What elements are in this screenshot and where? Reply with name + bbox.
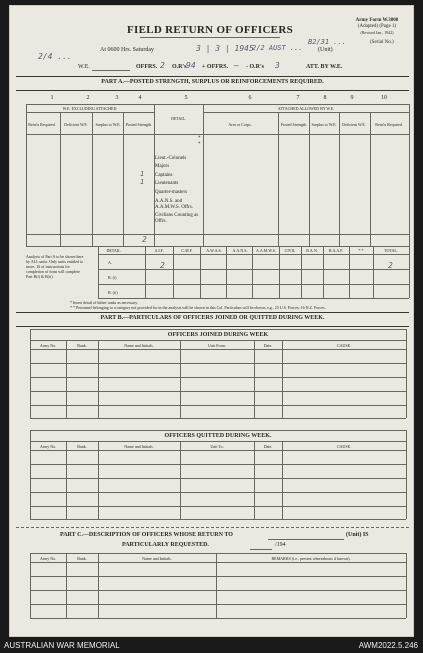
part-c-unit: (Unit) IS [346, 532, 369, 538]
minus-ors-label: - O.R's [246, 64, 264, 70]
analysis-row-bii: B. (ii) [108, 290, 118, 295]
part-b-title: PART B.—PARTICULARS OF OFFICERS JOINED OR QUITTED DURING WEEK. [100, 315, 325, 321]
footer-accession-id: AWM2022.5.246 [358, 641, 418, 650]
quitted-col-army-no: Army No. [39, 444, 57, 449]
col-num-1: 1 [50, 95, 54, 101]
handwritten-lieutenants: 1 [140, 178, 145, 186]
rank-quarter-masters: Quarter-masters [155, 190, 188, 195]
rank-majors: Majors [155, 164, 170, 169]
quitted-col-unit-to: Unit To. [210, 444, 224, 449]
handwritten-total2: 2 [388, 261, 393, 270]
attached-allowed-header: ATTACHED ALLOWED BY W.E. [277, 106, 335, 111]
partc-col-remarks: REMARKS (i.e., present whereabouts if known). [271, 556, 351, 561]
analysis-col-raaf: R.A.A.F. [328, 248, 344, 253]
form-ref-line2: (Adapted) (Page 1) [357, 24, 397, 29]
quitted-col-rank: Rank. [77, 444, 87, 449]
analysis-col-total: TOTAL. [384, 248, 398, 253]
handwritten-we: 2/4 ... [38, 52, 72, 61]
handwritten-unit: 2/2 AUST ... [252, 44, 303, 52]
analysis-col-other: * * [358, 248, 364, 253]
analysis-col-aans: A.A.N.S. [232, 248, 248, 253]
analysis-col-aamws: A.A.M.W.S. [256, 248, 276, 253]
partc-col-army-no: Army No. [39, 556, 57, 561]
form-ref-line1: Army Form W.3008 [355, 18, 399, 23]
col-deficient-1: Deficient W.E. [64, 122, 88, 127]
unit-suffix: (Unit) [318, 47, 333, 53]
rank-lieutenants: Lieutenants [155, 181, 179, 186]
col-surplus-1: Surplus to W.E. [95, 122, 121, 127]
joined-col-cause: CAUSE. [336, 343, 352, 348]
analysis-col-aif: A.I.F. [154, 248, 164, 253]
partc-col-rank: Rank. [77, 556, 87, 561]
part-c-year: /194 [275, 542, 286, 548]
col-surplus-2: Surplus to W.E. [311, 122, 337, 127]
handwritten-plus-offrs: — [234, 61, 239, 70]
partc-col-name: Name and Initials. [142, 556, 172, 561]
we-excluding-header: W.E. EXCLUDING ATTACHED. [62, 106, 118, 111]
col-num-7: 7 [296, 95, 300, 101]
analysis-col-civil: CIVIL [284, 248, 296, 253]
col-arm-corps: Arm or Corps. [228, 122, 252, 127]
joined-col-name: Name and Initials. [124, 343, 154, 348]
footnote-1: * Insert detail of hither ranks as necessary. [70, 300, 138, 305]
part-c-line2: PARTICULARLY REQUESTED. [122, 542, 209, 548]
form-title: FIELD RETURN OF OFFICERS [126, 24, 293, 36]
plus-offrs-label: + OFFRS. [202, 64, 229, 70]
analysis-row-a: A. [108, 260, 112, 265]
col-num-10: 10 [381, 95, 387, 101]
handwritten-serial: B2/31 ... [308, 38, 346, 46]
col-posted-1: Posted Strength. [125, 122, 153, 127]
col-num-8: 8 [323, 95, 327, 101]
serial-label: (Serial No.) [370, 40, 394, 45]
rank-lt-colonels: Lieut.-Colonels [155, 156, 187, 161]
quitted-col-name: Name and Initials. [124, 444, 154, 449]
ors-label: O.R's [172, 64, 187, 70]
att-by-label: ATT. BY W.E. [306, 64, 343, 70]
handwritten-ors: 94 [186, 61, 196, 70]
col-posted-2: Posted Strength. [280, 122, 308, 127]
handwritten-total: 2 [142, 235, 147, 244]
col-rein-req-1: Rein'ts Required. [28, 122, 56, 127]
part-a-title: PART A.—POSTED STRENGTH, SURPLUS OR REINFORCEMENTS REQUIRED. [101, 79, 324, 85]
col-num-6: 6 [248, 95, 252, 101]
at-label: At 0600 Hrs. Saturday [100, 47, 154, 53]
col-num-9: 9 [350, 95, 354, 101]
rank-civilians: Civilians Counting as Offrs. [155, 213, 199, 224]
analysis-row-bi: B. (i) [108, 275, 117, 280]
handwritten-aif: 2 [160, 261, 165, 270]
handwritten-date: 3 | 3 | 1945 [196, 44, 254, 53]
joined-col-date: Date. [263, 343, 273, 348]
detail-header: DETAIL. [170, 116, 187, 121]
col-num-2: 2 [86, 95, 90, 101]
handwritten-offrs: 2 [160, 61, 165, 70]
col-num-4: 4 [138, 95, 142, 101]
quitted-col-date: Date. [263, 444, 273, 449]
col-rein-req-2: Rein'ts Required. [375, 122, 403, 127]
rank-aans: A.A.N.S. and A.A.M.W.S. Offrs. [155, 199, 193, 210]
quitted-title: OFFICERS QUITTED DURING WEEK. [164, 433, 272, 439]
joined-col-unit-from: Unit From. [208, 343, 226, 348]
handwritten-captains: 1 [140, 170, 145, 178]
footnote-2: * * Personnel belonging to a category not provided for in the analysis will be shown in this Col. Particulars will be shown, e.g., 25 U.S. Forces; 16 N.Z. Forces. [70, 305, 326, 310]
joined-col-army-no: Army No. [39, 343, 57, 348]
col-num-3: 3 [115, 95, 119, 101]
rank-captains: Captains [155, 173, 173, 178]
analysis-col-awas: A.W.A.S. [206, 248, 222, 253]
col-num-5: 5 [184, 95, 188, 101]
quitted-col-cause: CAUSE. [336, 444, 352, 449]
analysis-col-cmf: C.M.F. [181, 248, 193, 253]
analysis-detail-header: DETAIL. [106, 248, 122, 253]
footer-institution: AUSTRALIAN WAR MEMORIAL [4, 641, 120, 650]
joined-col-rank: Rank. [77, 343, 87, 348]
analysis-note: Analysis of Part A to be shown here by ALL units. Only units entitled to more, 16 of instructions for completion of form will complete Part B(i) & B(ii). [26, 254, 84, 279]
joined-title: OFFICERS JOINED DURING WEEK [167, 332, 269, 338]
handwritten-minus-ors: 3 [275, 61, 280, 70]
col-deficient-2: Deficient W.E. [342, 122, 366, 127]
we-label: W.E. [78, 64, 90, 70]
form-page: Army Form W.3008 (Adapted) (Page 1) (Revised Jan., 1942) B2/31 ... (Serial No.) FIELD RETURN OF OFFICERS At 0600 Hrs. Saturday 3 | 3 | 1945 2/2 AUST ... (Unit) 2/4 ... W.E. OFFRS. 2 O.R's 94 + OFFRS. — - O.R's 3 ATT. BY W.E. PART A.—POSTED STRENGTH, SURPLUS OR REINFORCEMENTS REQUIRED. 1 2 3 4 5 6 7 8 9 10 W.E. EXCLUDING ATTACHED. ATTACHED ALLOWED BY W.E. DETAIL. Rein'ts Required. Deficient W.E. Surplus to W.E. Posted Strength. Arm or Corps. Posted Strength. Surplus to W.E. Deficient W.E. Rein'ts Required. * * Lieut.-Colonels Majors Captains 1 Lieutenants 1 Quarter-masters A.A.N.S. and A.A.M.W.S. Offrs. Civilians Counting as Offrs. 2 Analysis of Part A to be shown here by ALL units. Only units entitled to more, 16 of instructions for completion of form will complete Part B(i) & B(ii). DETAIL. A.I.F. C.M.F. A.W.A.S. A.A.N.S. A.A.M.W.S. CIVIL R.A.N. R.A.A.F. * * TOTAL. A. 2 2 B. (i) B. (ii) * Insert detail of hither ranks as necessary. * * Personnel belonging to a category not provided for in the analysis will be shown in this Col. Particulars will be shown, e.g., 25 U.S. Forces; 16 N.Z. Forces. PART B.—PARTICULARS OF OFFICERS JOINED OR QUITTED DURING WEEK. OFFICERS JOINED DURING WEEK Army No. Rank. Name and Initials. Unit From. Date. CAUSE. OFFICERS QUITTED DURING WEEK. Army No. Rank. Name and Initials. Unit To. Date. CAUSE. PART C.—DESCRIPTION OF OFFICERS WHOSE RETURN TO (Unit) IS PARTICULARLY REQUESTED. /194 Army No. Rank. Name and Initials. REMARKS (i.e., present whereabouts if known). [9, 5, 414, 637]
offrs-label: OFFRS. [136, 64, 158, 70]
footer-bar [0, 639, 423, 653]
part-c-title: PART C.—DESCRIPTION OF OFFICERS WHOSE RETURN TO [60, 532, 233, 538]
form-ref-line3: (Revised Jan., 1942) [360, 30, 394, 35]
analysis-col-ran: R.A.N. [306, 248, 318, 253]
